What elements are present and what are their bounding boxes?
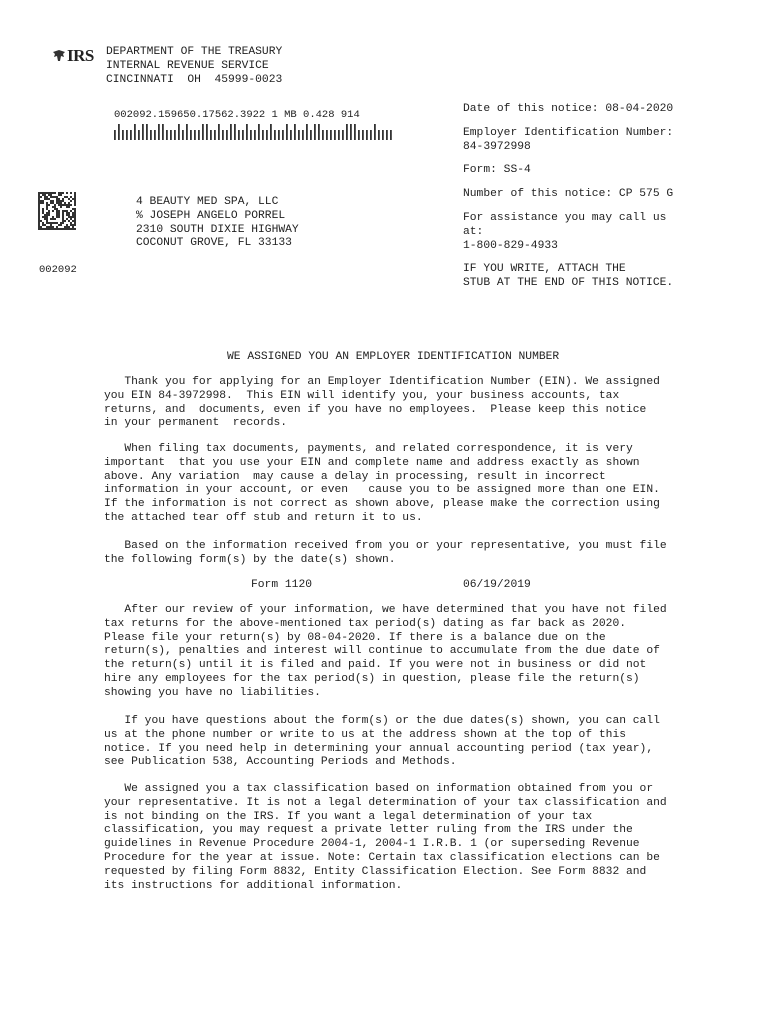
paragraph-line: you EIN 84-3972998. This EIN will identify you, your business accounts, tax <box>104 389 620 402</box>
paragraph-classification <box>104 783 694 893</box>
recipient-address <box>136 196 299 251</box>
paragraph-line: return(s), penalties and interest will continue to accumulate from the due date of <box>104 645 660 658</box>
write-line: STUB AT THE END OF THIS NOTICE. <box>463 277 674 290</box>
irs-logo <box>52 46 94 66</box>
assist-line: For assistance you may call us <box>463 211 667 224</box>
sequence-number: 002092 <box>39 264 77 276</box>
paragraph-line: in your permanent records. <box>104 417 288 430</box>
paragraph-filing <box>104 443 694 526</box>
paragraph-line: above. Any variation may cause a delay in processing, result in incorrect <box>104 470 606 483</box>
paragraph-line: Thank you for applying for an Employer Identification Number (EIN). We assigned <box>104 376 660 388</box>
paragraph-line: your representative. It is not a legal determination of your tax classification and <box>104 796 667 809</box>
paragraph-thank-you <box>104 376 694 431</box>
logo-text: IRS <box>67 46 94 65</box>
address-line: 2310 SOUTH DIXIE HIGHWAY <box>136 223 299 236</box>
notice-date: Date of this notice: 08-04-2020 <box>463 103 674 115</box>
paragraph-line: the return(s) until it is filed and paid. If you were not in business or did not <box>104 659 647 672</box>
paragraph-review <box>104 604 694 701</box>
assist-line: at: <box>463 225 484 238</box>
notice-info <box>463 103 673 291</box>
required-form: Form 1120 <box>251 579 313 591</box>
paragraph-line: see Publication 538, Accounting Periods and Methods. <box>104 756 457 769</box>
paragraph-line: hire any employees for the tax period(s) in question, please file the return(s) <box>104 672 640 685</box>
sender-line: DEPARTMENT OF THE TREASURY <box>106 46 283 58</box>
required-form-date: 06/19/2019 <box>463 579 531 591</box>
paragraph-line: important that you use your EIN and complete name and address exactly as shown <box>104 456 640 469</box>
sender-line: CINCINNATI OH 45999-0023 <box>106 73 283 86</box>
sender-address <box>106 46 282 87</box>
paragraph-line: classification, you may request a private letter ruling from the IRS under the <box>104 824 633 837</box>
paragraph-line: When filing tax documents, payments, and related correspondence, it is very <box>104 443 633 455</box>
postal-barcode <box>114 124 396 140</box>
paragraph-line: We assigned you a tax classification based on information obtained from you or <box>104 783 654 795</box>
paragraph-line: its instructions for additional information. <box>104 879 403 892</box>
write-line: IF YOU WRITE, ATTACH THE <box>463 263 626 276</box>
paragraph-line: Procedure for the year at issue. Note: Certain tax classification elections can be <box>104 851 660 864</box>
paragraph-line: guidelines in Revenue Procedure 2004-1, 2004-1 I.R.B. 1 (or superseding Revenue <box>104 838 640 851</box>
assist-phone: 1-800-829-4933 <box>463 239 558 252</box>
paragraph-line: notice. If you need help in determining your annual accounting period (tax year), <box>104 742 654 755</box>
paragraph-line: returns, and documents, even if you have no employees. Please keep this notice <box>104 403 647 416</box>
address-line: COCONUT GROVE, FL 33133 <box>136 237 292 250</box>
sender-line: INTERNAL REVENUE SERVICE <box>106 59 269 72</box>
paragraph-line: Please file your return(s) by 08-04-2020. If there is a balance due on the <box>104 631 606 644</box>
paragraph-questions <box>104 715 694 770</box>
address-line: % JOSEPH ANGELO PORREL <box>136 209 286 222</box>
ein-value: 84-3972998 <box>463 140 531 153</box>
paragraph-line: requested by filing Form 8832, Entity Classification Election. See Form 8832 and <box>104 865 647 878</box>
paragraph-line: After our review of your information, we have determined that you have not filed <box>104 604 667 616</box>
address-line: 4 BEAUTY MED SPA, LLC <box>136 196 279 208</box>
paragraph-line: showing you have no liabilities. <box>104 686 321 699</box>
paragraph-line: us at the phone number or write to us at the address shown at the top of this <box>104 728 627 741</box>
notice-heading: WE ASSIGNED YOU AN EMPLOYER IDENTIFICATION NUMBER <box>227 351 560 363</box>
paragraph-line: tax returns for the above-mentioned tax period(s) dating as far back as 2020. <box>104 617 627 630</box>
paragraph-line: If the information is not correct as shown above, please make the correction using <box>104 498 660 511</box>
paragraph-line: the attached tear off stub and return it to us. <box>104 511 423 524</box>
notice-number: Number of this notice: CP 575 G <box>463 188 674 201</box>
paragraph-line: the following form(s) by the date(s) shown. <box>104 553 396 566</box>
paragraph-line: is not binding on the IRS. If you want a legal determination of your tax <box>104 810 593 823</box>
paragraph-line: Based on the information received from you or your representative, you must file <box>104 540 667 552</box>
paragraph-line: If you have questions about the form(s) or the due dates(s) shown, you can call <box>104 715 660 727</box>
paragraph-based-on <box>104 540 694 568</box>
ein-label: Employer Identification Number: <box>463 126 674 139</box>
form-label: Form: SS-4 <box>463 164 531 177</box>
eagle-icon <box>52 49 66 63</box>
barcode-id: 002092.159650.17562.3922 1 MB 0.428 914 <box>114 109 360 121</box>
paragraph-line: information in your account, or even cause you to be assigned more than one EIN. <box>104 484 660 497</box>
data-matrix-code <box>38 192 76 230</box>
